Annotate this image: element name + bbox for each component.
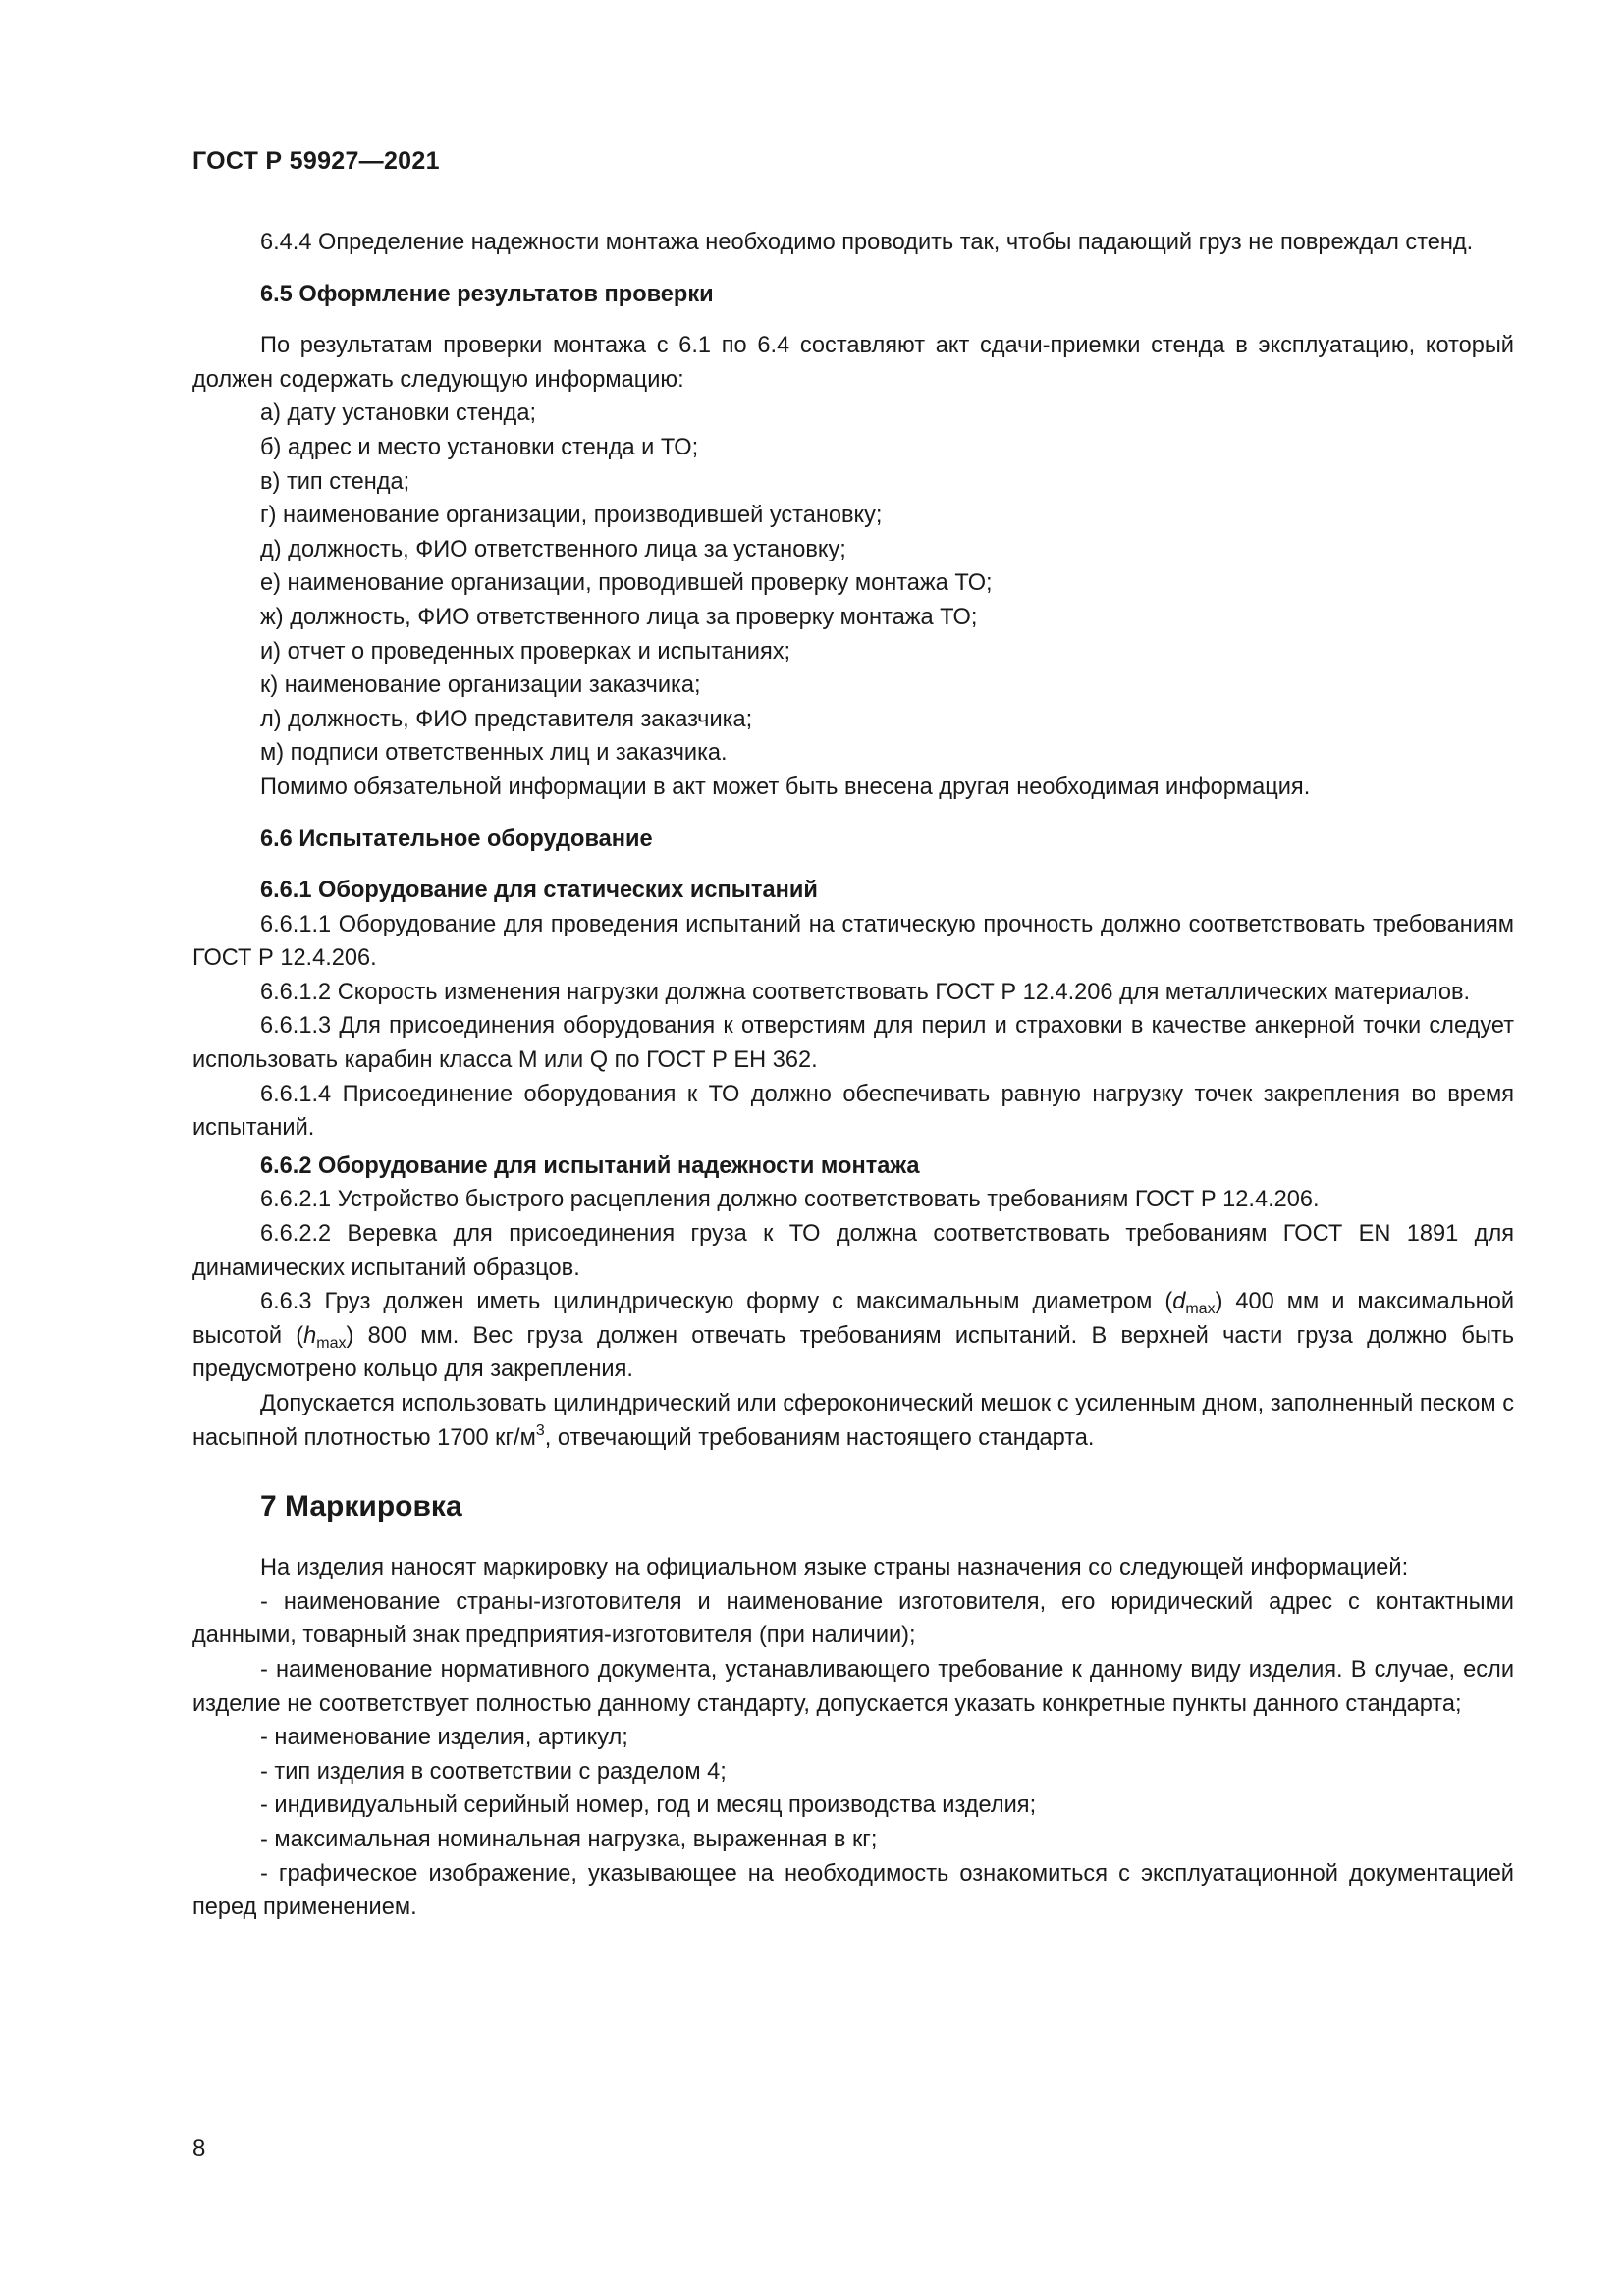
heading-7: 7 Маркировка [260, 1490, 462, 1523]
paragraph-6-6-3-bag-text-b: , отвечающий требованиям настоящего стандарта. [544, 1424, 1095, 1451]
paragraph-6-6-3-bag [192, 1387, 1514, 1455]
list-item-7-2: - наименование нормативного документа, устанавливающего требование к данному виду изделия. В случае, если изделие не соответствует полностью данному стандарту, допускается указать конкретные пункты данного стандарта; [192, 1656, 1514, 1717]
paragraph-6-6-1-2: 6.6.1.2 Скорость изменения нагрузки должна соответствовать ГОСТ Р 12.4.206 для металлических материалов. [260, 979, 1471, 1005]
paragraph-6-4-4: 6.4.4 Определение надежности монтажа необходимо проводить так, чтобы падающий груз не повреждал стенд. [260, 230, 1474, 255]
list-item-6-5-k: к) наименование организации заказчика; [260, 672, 701, 699]
page-content [192, 226, 1514, 1925]
list-item-7-7: - графическое изображение, указывающее на необходимость ознакомиться с эксплуатационной документацией перед применением. [192, 1860, 1514, 1921]
list-item-7-3: - наименование изделия, артикул; [260, 1725, 628, 1751]
paragraph-6-6-3-bag-text-a: Допускается использовать цилиндрический или сфероконический мешок с усиленным дном, заполненный песком с насыпной плотностью 1700 кг/м [192, 1391, 1514, 1451]
paragraph-6-6-3-text-a: 6.6.3 Груз должен иметь цилиндрическую форму с максимальным диаметром ( [260, 1289, 1173, 1315]
paragraph-6-5-intro: По результатам проверки монтажа с 6.1 по 6.4 составляют акт сдачи-приемки стенда в эксплуатацию, который должен содержать следующую информацию: [192, 333, 1514, 393]
symbol-h-subscript: max [316, 1334, 347, 1352]
list-item-6-5-i: и) отчет о проведенных проверках и испытаниях; [260, 638, 791, 665]
list-item-6-5-g: г) наименование организации, производившей установку; [260, 503, 883, 529]
list-item-6-5-a: а) дату установки стенда; [260, 400, 536, 427]
list-item-6-5-e: е) наименование организации, проводившей проверку монтажа ТО; [260, 570, 993, 597]
list-item-6-5-l: л) должность, ФИО представителя заказчика; [260, 706, 753, 732]
heading-6-6-1: 6.6.1 Оборудование для статических испытаний [260, 878, 818, 904]
list-item-7-5: - индивидуальный серийный номер, год и месяц производства изделия; [260, 1792, 1037, 1819]
heading-6-6: 6.6 Испытательное оборудование [260, 826, 653, 852]
list-item-7-6: - максимальная номинальная нагрузка, выраженная в кг; [260, 1826, 878, 1852]
paragraph-6-6-1-3: 6.6.1.3 Для присоединения оборудования к отверстиям для перил и страховки в качестве анкерной точки следует использовать карабин класса М или Q по ГОСТ Р ЕН 362. [192, 1013, 1514, 1074]
paragraph-6-6-1-4: 6.6.1.4 Присоединение оборудования к ТО должно обеспечивать равную нагрузку точек закрепления во время испытаний. [192, 1081, 1514, 1142]
symbol-d-subscript: max [1185, 1301, 1216, 1318]
paragraph-6-6-1-1: 6.6.1.1 Оборудование для проведения испытаний на статическую прочность должно соответствовать требованиям ГОСТ Р 12.4.206. [192, 911, 1514, 972]
list-item-7-4: - тип изделия в соответствии с разделом 4; [260, 1758, 727, 1785]
list-item-7-1: - наименование страны-изготовителя и наименование изготовителя, его юридический адрес с контактными данными, товарный знак предприятия-изготовителя (при наличии); [192, 1588, 1514, 1649]
paragraph-7-intro: На изделия наносят маркировку на официальном языке страны назначения со следующей информацией: [260, 1555, 1409, 1581]
paragraph-6-6-2-2: 6.6.2.2 Веревка для присоединения груза к ТО должна соответствовать требованиям ГОСТ EN 1891 для динамических испытаний образцов. [192, 1221, 1514, 1281]
paragraph-6-5-outro: Помимо обязательной информации в акт может быть внесена другая необходимая информация. [260, 774, 1311, 800]
page-header-title: ГОСТ Р 59927—2021 [192, 147, 440, 175]
list-item-6-5-v: в) тип стенда; [260, 468, 410, 495]
paragraph-6-6-3-text-b: ) 400 мм и максимальной высотой ( [192, 1289, 1515, 1349]
list-item-6-5-d: д) должность, ФИО ответственного лица за установку; [260, 536, 846, 562]
paragraph-6-6-3 [192, 1285, 1514, 1387]
cubic-superscript: 3 [535, 1421, 545, 1439]
list-item-6-5-zh: ж) должность, ФИО ответственного лица за проверку монтажа ТО; [260, 604, 978, 630]
list-item-6-5-b: б) адрес и место установки стенда и ТО; [260, 434, 699, 460]
paragraph-6-6-3-text-c: ) 800 мм. Вес груза должен отвечать требованиям испытаний. В верхней части груза должно быть предусмотрено кольцо для закрепления. [192, 1322, 1514, 1383]
heading-6-6-2: 6.6.2 Оборудование для испытаний надежности монтажа [260, 1152, 920, 1179]
paragraph-6-6-2-1: 6.6.2.1 Устройство быстрого расцепления должно соответствовать требованиям ГОСТ Р 12.4.206. [260, 1187, 1320, 1213]
page-number: 8 [192, 2135, 206, 2162]
heading-6-5: 6.5 Оформление результатов проверки [260, 281, 714, 307]
list-item-6-5-m: м) подписи ответственных лиц и заказчика. [260, 740, 728, 767]
symbol-d: d [1172, 1289, 1186, 1315]
symbol-h: h [303, 1322, 317, 1349]
